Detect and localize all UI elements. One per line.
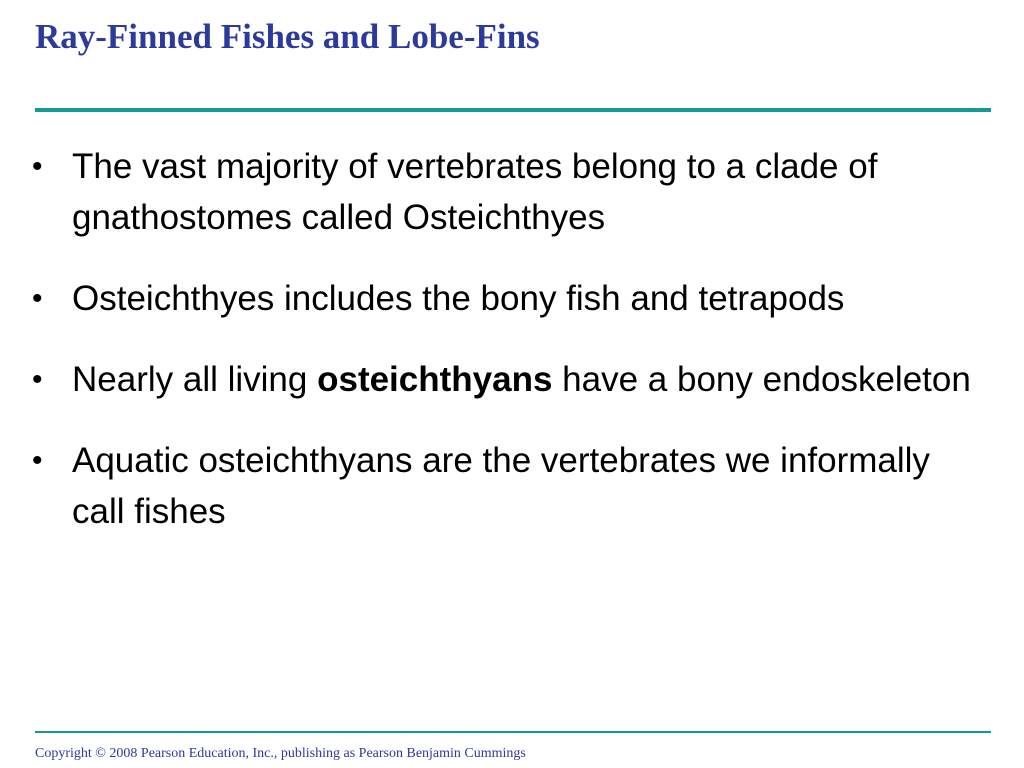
bullet-text: Osteichthyes includes the bony fish and tetrapods <box>72 279 845 318</box>
bullet-item-3 <box>28 354 988 405</box>
bullet-text: Aquatic osteichthyans are the vertebrates we informally call fishes <box>72 441 930 531</box>
bullet-text-tail: have a bony endoskeleton <box>552 360 971 399</box>
bullet-item-4 <box>28 435 988 537</box>
bullet-dot-icon: • <box>32 282 43 315</box>
bullet-keyword: osteichthyans <box>317 360 553 399</box>
bullet-item-2 <box>28 273 988 324</box>
bullet-item-1 <box>28 141 988 243</box>
bullet-dot-icon: • <box>32 363 43 396</box>
bullet-list <box>28 141 988 567</box>
bullet-dot-icon: • <box>32 150 43 183</box>
title-divider <box>35 108 991 112</box>
bullet-dot-icon: • <box>32 444 43 477</box>
footer-divider <box>35 731 991 733</box>
bullet-text: The vast majority of vertebrates belong to a clade of gnathostomes called Osteichthyes <box>72 147 878 237</box>
bullet-text-lead: Nearly all living <box>72 360 318 399</box>
copyright-footer: Copyright © 2008 Pearson Education, Inc., publishing as Pearson Benjamin Cummings <box>35 746 526 761</box>
slide-title: Ray-Finned Fishes and Lobe-Fins <box>35 17 540 56</box>
